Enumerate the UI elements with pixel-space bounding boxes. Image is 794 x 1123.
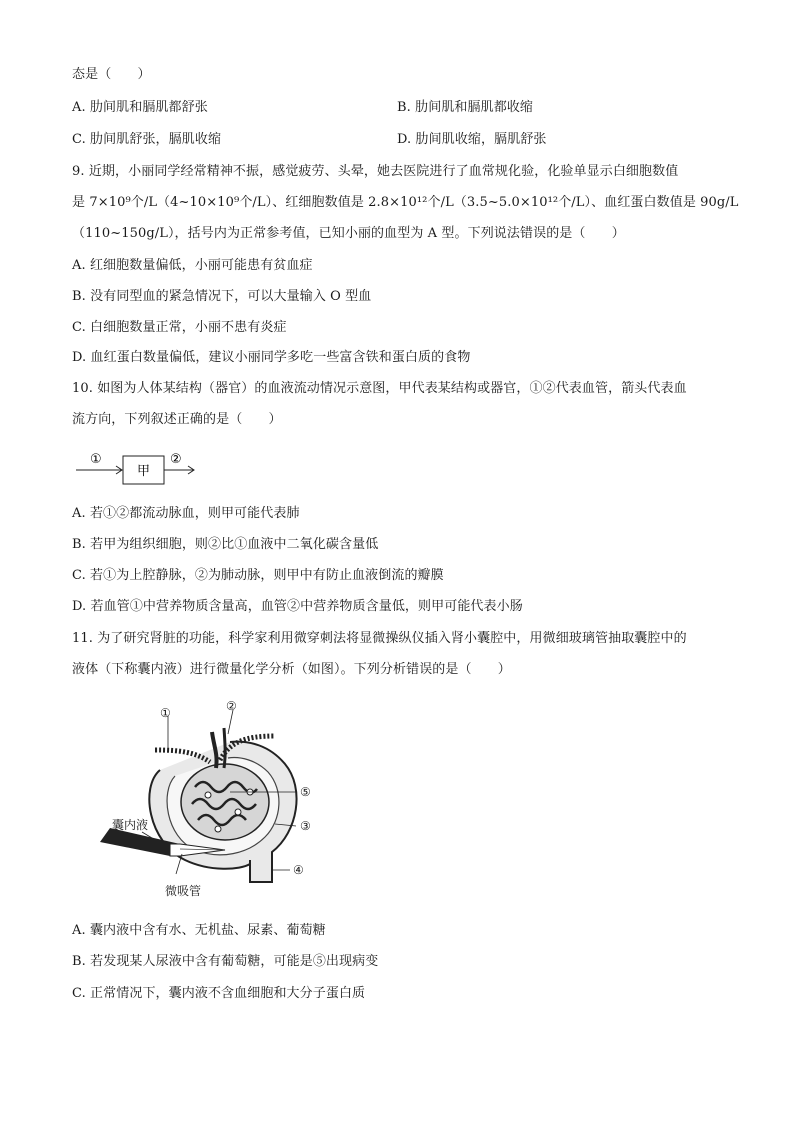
q9-option-c: C. 白细胞数量正常，小丽不患有炎症 [72,320,287,335]
vessel-1-label: ① [90,452,102,467]
q10-option-d: D. 若血管①中营养物质含量高，血管②中营养物质含量低，则甲可能代表小肠 [72,599,523,614]
q9-option-b: B. 没有同型血的紧急情况下，可以大量输入 O 型血 [72,289,372,304]
q10-stem-line-2: 流方向，下列叙述正确的是（ ） [72,412,282,427]
q9-stem-line-3: （110~150g/L），括号内为正常参考值，已知小丽的血型为 A 型。下列说法错误的是（ ） [72,226,625,241]
q11-stem-line-2: 液体（下称囊内液）进行微量化学分析（如图）。下列分析错误的是（ ） [72,662,511,677]
q9-option-a: A. 红细胞数量偏低，小丽可能患有贫血症 [72,258,313,273]
figure-label-5: ⑤ [300,785,311,799]
figure-label-fluid: 囊内液 [112,818,149,832]
q11-option-c: C. 正常情况下，囊内液不含血细胞和大分子蛋白质 [72,986,366,1001]
q10-option-a: A. 若①②都流动脉血，则甲可能代表肺 [72,506,300,521]
structure-label: 甲 [136,464,151,479]
vessel-2-label: ② [170,452,182,467]
q8-option-b: B. 肋间肌和膈肌都收缩 [397,100,534,115]
figure-label-3: ③ [300,819,311,833]
q10-option-c: C. 若①为上腔静脉，②为肺动脉，则甲中有防止血液倒流的瓣膜 [72,568,444,583]
q11-stem-line-1: 11. 为了研究肾脏的功能，科学家利用微穿刺法将显微操纵仪插入肾小囊腔中，用微细玻璃管抽取囊腔中的 [72,631,687,646]
q10-option-b: B. 若甲为组织细胞，则②比①血液中二氧化碳含量低 [72,537,379,552]
q10-stem-line-1: 10. 如图为人体某结构（器官）的血液流动情况示意图，甲代表某结构或器官，①②代表血管，箭头代表血 [72,381,687,396]
q8-option-c: C. 肋间肌舒张，膈肌收缩 [72,132,222,147]
figure-label-4: ④ [293,863,304,877]
figure-label-pipette: 微吸管 [165,884,202,898]
q8-option-a: A. 肋间肌和膈肌都舒张 [72,100,208,115]
q9-option-d: D. 血红蛋白数量偏低，建议小丽同学多吃一些富含铁和蛋白质的食物 [72,350,471,365]
glomerulus [181,764,269,840]
q11-option-b: B. 若发现某人尿液中含有葡萄糖，可能是⑤出现病变 [72,954,379,969]
blood-flow-diagram [72,446,212,488]
leader-2 [228,710,233,734]
figure-label-2: ② [226,699,237,713]
figure-label-1: ① [160,706,171,720]
q11-option-a: A. 囊内液中含有水、无机盐、尿素、葡萄糖 [72,923,326,938]
q9-stem-line-2: 是 7×10⁹个/L（4~10×10⁹个/L）、红细胞数值是 2.8×10¹²个/L（3.5~5.0×10¹²个/L）、血红蛋白数值是 90g/L [72,195,739,210]
q8-stem-continuation: 态是（ ） [72,67,151,82]
q8-option-d: D. 肋间肌收缩，膈肌舒张 [397,132,547,147]
q9-stem-line-1: 9. 近期，小丽同学经常精神不振，感觉疲劳、头晕，她去医院进行了血常规化验，化验单显示白细胞数值 [72,164,679,179]
